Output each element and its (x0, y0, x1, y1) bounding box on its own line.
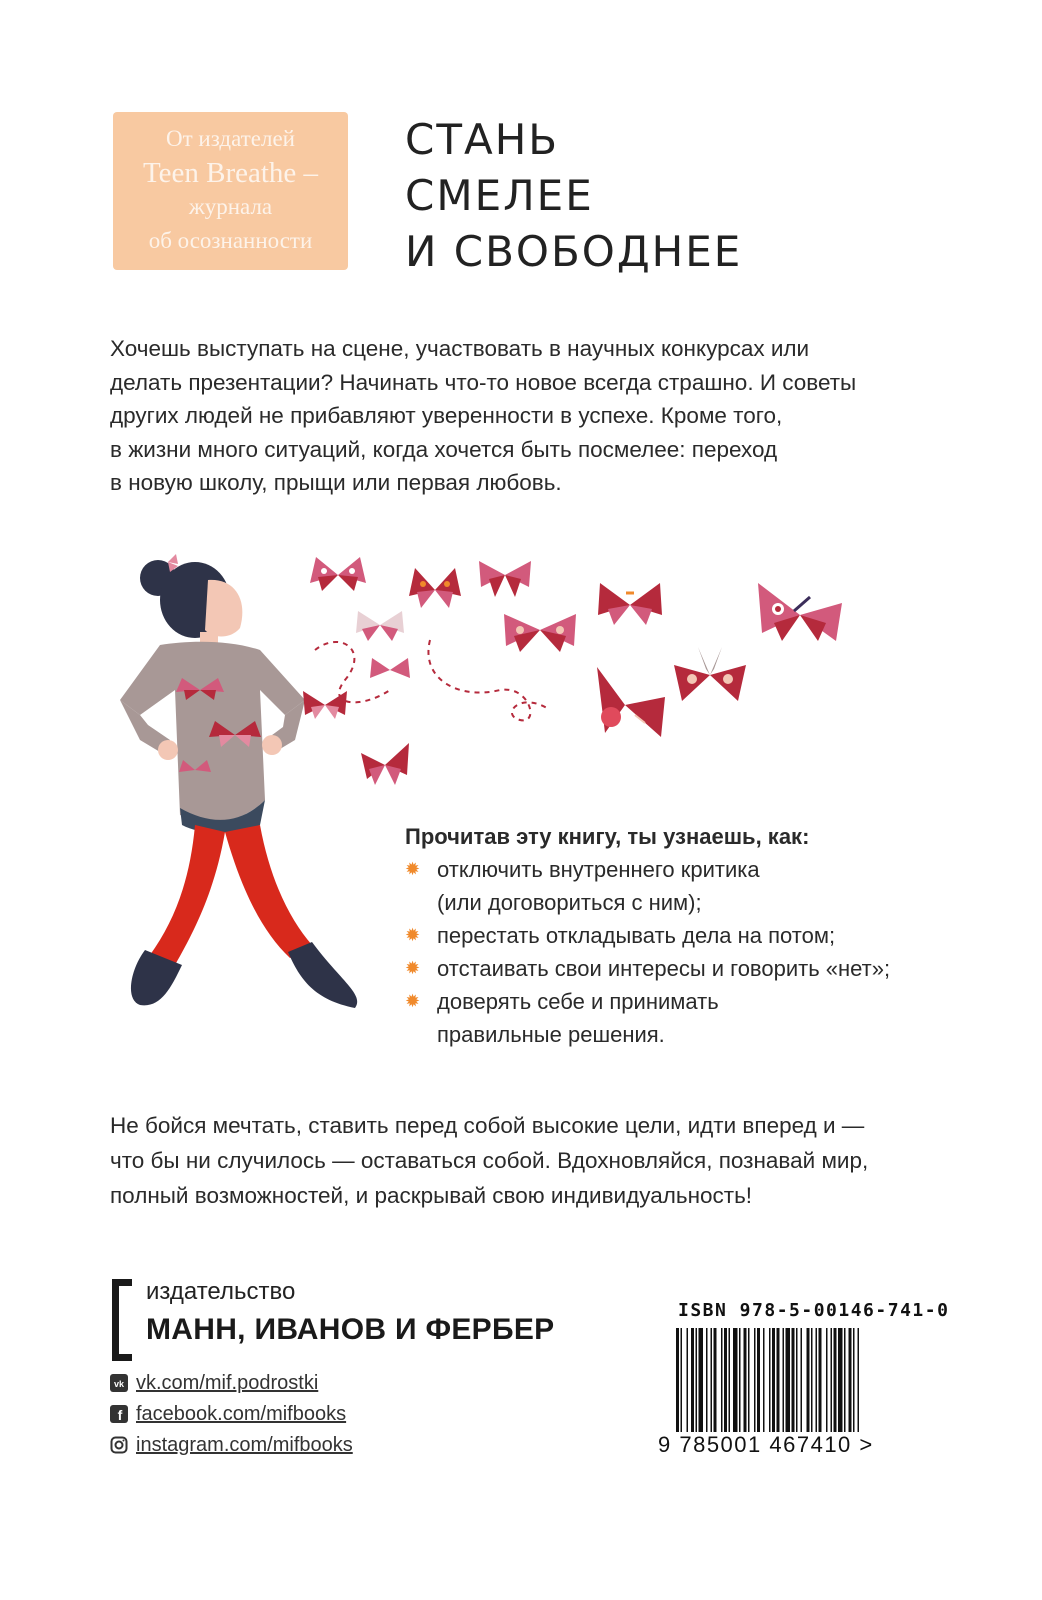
badge-line-3: журнала (188, 194, 273, 219)
barcode-bar (831, 1328, 833, 1432)
barcode-bar (816, 1328, 818, 1432)
barcode-bar (739, 1328, 741, 1432)
moth (409, 568, 461, 608)
social-link-vk[interactable] (110, 1372, 318, 1395)
barcode-bar (838, 1328, 843, 1432)
moth (504, 614, 576, 652)
title-line-1: СТАНЬ (405, 115, 560, 164)
social-link-instagram[interactable] (110, 1434, 353, 1457)
barcode-bar (777, 1328, 780, 1432)
outro-line: что бы ни случилось — оставаться собой. Вдохновляйся, познавай мир, (110, 1148, 869, 1173)
barcode-bar (681, 1328, 683, 1432)
list-item-text: доверять себе и принимать (437, 989, 719, 1014)
star-bullet-icon: ✹ (405, 925, 421, 945)
barcode-bar (699, 1328, 704, 1432)
barcode-bar (729, 1328, 731, 1432)
moth (479, 561, 531, 597)
barcode-bar (858, 1328, 860, 1432)
barcode-bar (757, 1328, 760, 1432)
outro-paragraph (110, 1108, 930, 1213)
barcode-bar (714, 1328, 717, 1432)
moth (597, 667, 665, 737)
moth (361, 743, 409, 785)
badge-line-4: об осознанности (148, 228, 313, 253)
barcode-bar (786, 1328, 791, 1432)
barcode-bar (783, 1328, 785, 1432)
badge-line-1: От издателей (166, 126, 295, 151)
list-item-text: перестать откладывать дела на потом; (437, 923, 836, 948)
title-line-2: СМЕЛЕЕ (405, 171, 594, 220)
barcode-bar (721, 1328, 723, 1432)
barcode-bar (834, 1328, 837, 1432)
list-item-text: правильные решения. (437, 1022, 665, 1047)
barcode-bar (744, 1328, 747, 1432)
outro-line: Не бойся мечтать, ставить перед собой высокие цели, идти вперед и — (110, 1113, 865, 1138)
barcode-bar (724, 1328, 727, 1432)
outro-line: полный возможностей, и раскрывай свою индивидуальность! (110, 1183, 753, 1208)
moth (598, 583, 662, 625)
barcode-bar (849, 1328, 852, 1432)
svg-text:f: f (117, 1407, 123, 1423)
list-heading: Прочитав эту книгу, ты узнаешь, как: (405, 824, 810, 849)
vk-icon (110, 1374, 128, 1392)
barcode-bar (826, 1328, 828, 1432)
book-title (405, 112, 742, 280)
list-item-text: отстаивать свои интересы и говорить «нет»; (437, 956, 891, 981)
barcode-bar (819, 1328, 822, 1432)
social-link-text[interactable]: vk.com/mif.podrostki (136, 1372, 319, 1394)
moth (356, 611, 404, 641)
list-item (405, 985, 925, 1051)
list-item (405, 919, 925, 952)
barcode-bar (796, 1328, 798, 1432)
intro-line: других людей не прибавляют уверенности в успехе. Кроме того, (110, 403, 783, 428)
flight-path (428, 640, 550, 720)
svg-text:vk: vk (113, 1379, 125, 1389)
intro-line: в жизни много ситуаций, когда хочется быть посмелее: переход (110, 436, 778, 462)
publisher-name: МАНН, ИВАНОВ И ФЕРБЕР (146, 1313, 555, 1346)
intro-paragraph (110, 332, 910, 500)
list-item-text: (или договориться с ним); (437, 890, 702, 915)
barcode-bar (754, 1328, 756, 1432)
star-bullet-icon: ✹ (405, 958, 421, 978)
barcode-bar (807, 1328, 810, 1432)
isbn-label: ISBN 978-5-00146-741-0 (678, 1300, 950, 1321)
barcode-bar (801, 1328, 803, 1432)
social-link-text[interactable]: facebook.com/mifbooks (136, 1403, 347, 1425)
learn-list (405, 820, 925, 1051)
barcode-bar (811, 1328, 813, 1432)
instagram-icon (110, 1436, 128, 1454)
publisher-label: издательство (146, 1278, 296, 1305)
barcode-bar (706, 1328, 708, 1432)
barcode-bar (748, 1328, 750, 1432)
barcode-bar (733, 1328, 738, 1432)
star-bullet-icon: ✹ (405, 991, 421, 1011)
moth (303, 691, 347, 719)
barcode-bar (711, 1328, 713, 1432)
moth (370, 658, 410, 678)
barcode-bar (696, 1328, 698, 1432)
barcode-bar (853, 1328, 855, 1432)
intro-line: Хочешь выступать на сцене, участвовать в научных конкурсах или (110, 336, 810, 361)
girl-figure (120, 554, 357, 1008)
intro-line: делать презентации? Начинать что-то новое всегда страшно. И советы (110, 369, 857, 395)
barcode-bar (763, 1328, 765, 1432)
title-line-3: И СВОБОДНЕЕ (405, 227, 743, 276)
moth (310, 557, 366, 591)
barcode-bar (844, 1328, 846, 1432)
facebook-icon (110, 1405, 128, 1423)
barcode (676, 1328, 904, 1432)
barcode-bar (772, 1328, 775, 1432)
list-item (405, 952, 925, 985)
badge-line-2: Teen Breathe – (142, 157, 319, 189)
barcode-bar (792, 1328, 795, 1432)
moth (674, 647, 746, 701)
social-link-text[interactable]: instagram.com/mifbooks (136, 1434, 353, 1456)
moth (758, 583, 842, 641)
barcode-bar (687, 1328, 689, 1432)
barcode-bar (676, 1328, 679, 1432)
list-item (405, 853, 925, 919)
star-bullet-icon: ✹ (405, 859, 421, 879)
barcode-bar (769, 1328, 771, 1432)
barcode-bar (691, 1328, 694, 1432)
publisher-badge (113, 112, 348, 270)
publisher-bracket-logo (112, 1279, 132, 1361)
barcode-number: 9 785001 467410 > (658, 1432, 874, 1457)
intro-line: в новую школу, прыщи или первая любовь. (110, 470, 562, 495)
social-link-facebook[interactable] (110, 1403, 346, 1426)
list-item-text: отключить внутреннего критика (437, 857, 760, 882)
